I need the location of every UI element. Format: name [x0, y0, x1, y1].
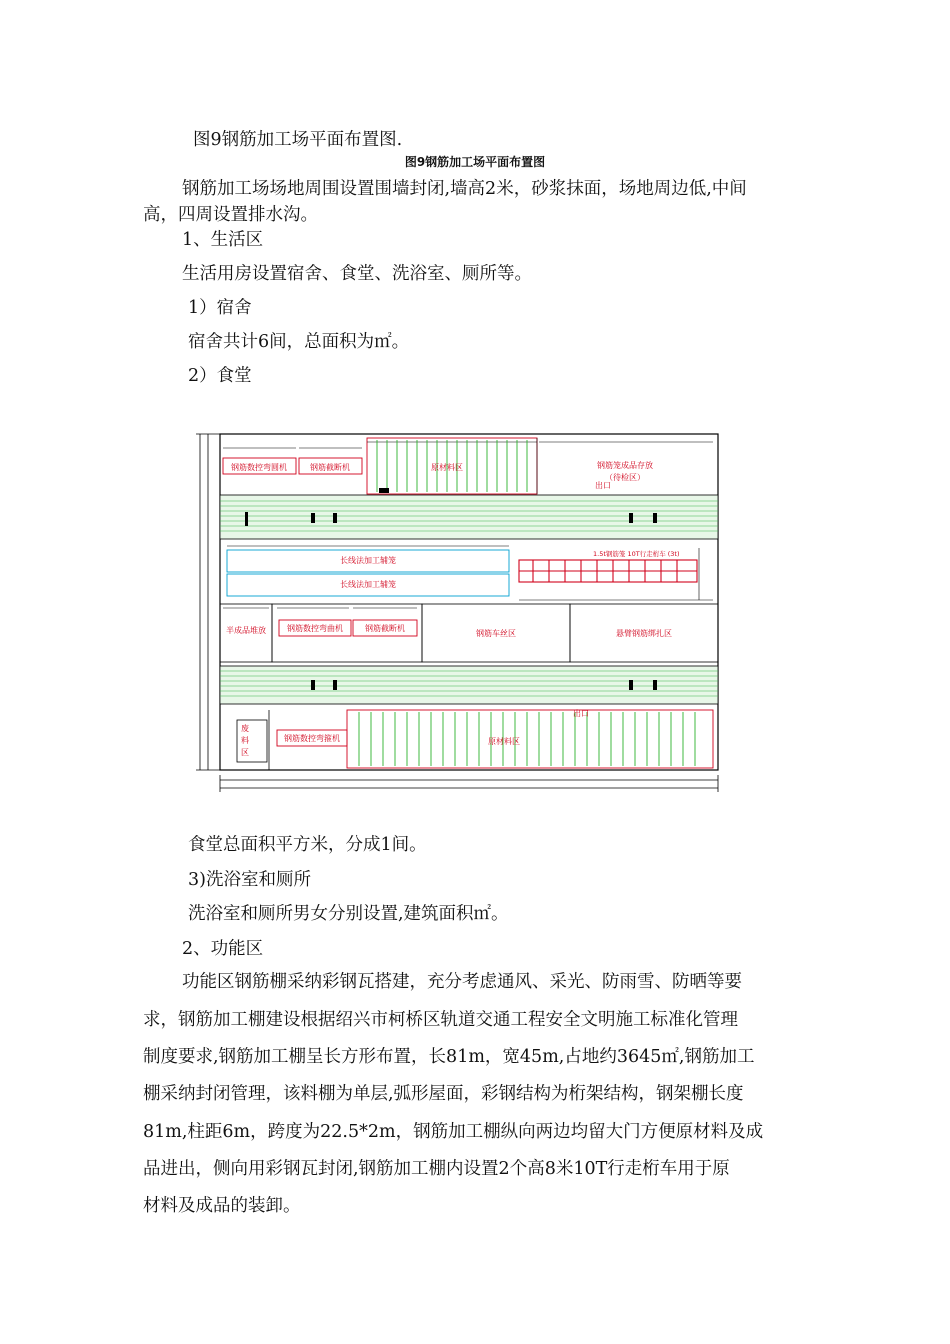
- label-threading: 钢筋车丝区: [476, 629, 516, 638]
- label-bender3: 钢筋数控弯箍机: [284, 734, 340, 743]
- figure-caption: 图9钢筋加工场平面布置图: [404, 155, 546, 169]
- label-raw-area-2: 原材料区: [488, 737, 520, 746]
- label-finished-1: 钢筋笼成品存放: [597, 461, 653, 470]
- sub-3-desc: 洗浴室和厕所男女分别设置,建筑面积㎡。: [188, 904, 509, 924]
- label-semi-finished: 半成品堆放: [226, 626, 266, 635]
- road-band-1: [220, 495, 718, 539]
- sub-2-heading: 2）食堂: [188, 366, 252, 386]
- label-long-bench-2: 长线法加工辅笼: [340, 580, 396, 589]
- section-1-desc: 生活用房设置宿舍、食堂、洗浴室、厕所等。: [182, 264, 532, 284]
- label-welding: 悬臂钢筋绑扎区: [616, 629, 672, 638]
- sub-3-heading: 3)洗浴室和厕所: [188, 870, 311, 890]
- label-bender1: 钢筋数控弯圆机: [231, 463, 287, 472]
- raw-area-1-marker: [379, 488, 389, 493]
- label-long-bench-1: 长线法加工辅笼: [340, 556, 396, 565]
- label-raw-area-1: 原材料区: [431, 463, 463, 472]
- label-cutter1: 钢筋截断机: [310, 463, 350, 472]
- wall-paragraph-line-1: 钢筋加工场场地周围设置围墙封闭,墙高2米，砂浆抹面，场地周边低,中间: [182, 179, 747, 199]
- sub-1-desc: 宿舍共计6间，总面积为㎡。: [188, 332, 410, 352]
- func-line-4: 棚采纳封闭管理，该料棚为单层,弧形屋面，彩钢结构为桁架结构，钢架棚长度: [143, 1084, 744, 1104]
- sub-2-desc: 食堂总面积平方米，分成1间。: [188, 835, 427, 855]
- site-plan-drawing: [193, 428, 733, 800]
- label-finished-2: （待检区）: [605, 473, 645, 482]
- label-gantry-note: 1.5t钢筋笼 10T行走桁车 (3t): [593, 550, 680, 558]
- section-1-heading: 1、生活区: [182, 230, 264, 250]
- label-exit-1: 出口: [595, 481, 611, 490]
- label-bender2: 钢筋数控弯曲机: [287, 624, 343, 633]
- label-scrap-1: 废: [241, 724, 249, 733]
- func-line-2: 求，钢筋加工棚建设根据绍兴市柯桥区轨道交通工程安全文明施工标准化管理: [143, 1010, 738, 1030]
- label-scrap-3: 区: [241, 748, 249, 757]
- section-2-heading: 2、功能区: [182, 939, 264, 959]
- func-line-6: 品进出，侧向用彩钢瓦封闭,钢筋加工棚内设置2个高8米10T行走桁车用于原: [143, 1159, 730, 1179]
- label-cutter2: 钢筋截断机: [365, 624, 405, 633]
- label-exit-2: 出口: [573, 709, 589, 718]
- wall-paragraph-line-2: 高，四周设置排水沟。: [143, 205, 318, 225]
- label-scrap-2: 料: [241, 736, 249, 745]
- func-line-1: 功能区钢筋棚采纳彩钢瓦搭建，充分考虑通风、采光、防雨雪、防晒等要: [182, 972, 742, 992]
- road-band-2: [220, 666, 718, 704]
- func-line-3: 制度要求,钢筋加工棚呈长方形布置，长81m，宽45m,占地约3645㎡,钢筋加工: [143, 1047, 755, 1067]
- sub-1-heading: 1）宿舍: [188, 298, 252, 318]
- heading: 图9钢筋加工场平面布置图.: [193, 130, 403, 150]
- func-line-5: 81m,柱距6m，跨度为22.5*2m，钢筋加工棚纵向两边均留大门方便原材料及成: [143, 1122, 764, 1142]
- func-line-7: 材料及成品的装卸。: [143, 1196, 301, 1216]
